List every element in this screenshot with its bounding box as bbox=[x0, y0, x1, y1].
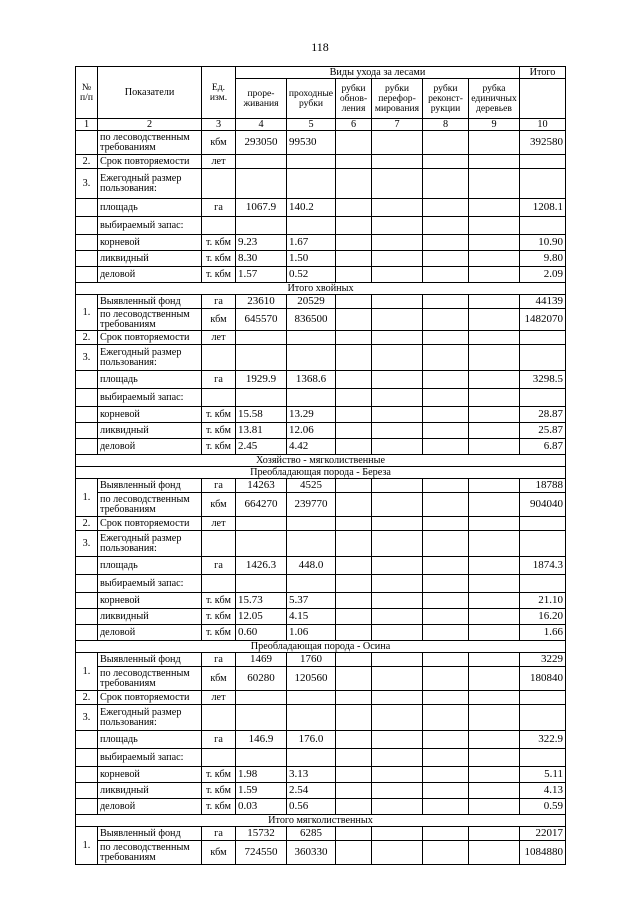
table-row bbox=[76, 423, 566, 439]
row-label: Выявленный фонд bbox=[98, 827, 202, 841]
row-label: корневой bbox=[98, 767, 202, 783]
row-label: корневой bbox=[98, 235, 202, 251]
section-row bbox=[76, 455, 566, 467]
unit-cell: га bbox=[202, 557, 236, 575]
row-label: Срок повторяемости bbox=[98, 155, 202, 169]
col-header-reform: рубки перефор- мирования bbox=[372, 79, 423, 119]
section-row bbox=[76, 283, 566, 295]
value-cell: 1469 bbox=[236, 653, 287, 667]
value-cell: 664270 bbox=[236, 493, 287, 517]
row-label: деловой bbox=[98, 439, 202, 455]
page-number: 118 bbox=[311, 40, 329, 54]
total-cell: 22017 bbox=[520, 827, 566, 841]
value-cell: 14263 bbox=[236, 479, 287, 493]
table-row bbox=[76, 783, 566, 799]
col-number: 6 bbox=[336, 119, 372, 131]
total-cell: 10.90 bbox=[520, 235, 566, 251]
table-row bbox=[76, 389, 566, 407]
table-row bbox=[76, 705, 566, 731]
row-label: выбираемый запас: bbox=[98, 575, 202, 593]
unit-cell: кбм bbox=[202, 667, 236, 691]
col-header-total-empty bbox=[520, 79, 566, 119]
total-cell: 1482070 bbox=[520, 309, 566, 331]
row-label: Ежегодный размер пользования: bbox=[98, 345, 202, 371]
row-label: Выявленный фонд bbox=[98, 479, 202, 493]
unit-cell: т. кбм bbox=[202, 423, 236, 439]
table-row bbox=[76, 371, 566, 389]
col-number-row bbox=[76, 119, 566, 131]
total-cell: 3298.5 bbox=[520, 371, 566, 389]
unit-cell: т. кбм bbox=[202, 267, 236, 283]
total-cell: 9.80 bbox=[520, 251, 566, 267]
col-header-single: рубка единичных деревьев bbox=[469, 79, 520, 119]
table-row bbox=[76, 557, 566, 575]
table-row bbox=[76, 653, 566, 667]
value-cell: 0.52 bbox=[287, 267, 336, 283]
unit-cell: кбм bbox=[202, 131, 236, 155]
unit-cell: кбм bbox=[202, 493, 236, 517]
col-number: 3 bbox=[202, 119, 236, 131]
col-number: 5 bbox=[287, 119, 336, 131]
value-cell: 120560 bbox=[287, 667, 336, 691]
value-cell: 176.0 bbox=[287, 731, 336, 749]
unit-cell: лет bbox=[202, 691, 236, 705]
total-cell: 1084880 bbox=[520, 841, 566, 865]
row-number: 2. bbox=[76, 691, 98, 705]
unit-cell: т. кбм bbox=[202, 251, 236, 267]
total-cell: 1874.3 bbox=[520, 557, 566, 575]
value-cell: 4.15 bbox=[287, 609, 336, 625]
table-row bbox=[76, 731, 566, 749]
table-row bbox=[76, 841, 566, 865]
unit-cell: га bbox=[202, 199, 236, 217]
section-title: Хозяйство - мягколиственные bbox=[76, 455, 566, 467]
unit-cell: т. кбм bbox=[202, 593, 236, 609]
unit-cell: га bbox=[202, 827, 236, 841]
row-number: 1. bbox=[76, 653, 98, 691]
row-label: Выявленный фонд bbox=[98, 295, 202, 309]
value-cell: 9.23 bbox=[236, 235, 287, 251]
unit-cell: т. кбм bbox=[202, 235, 236, 251]
col-number: 7 bbox=[372, 119, 423, 131]
unit-cell: кбм bbox=[202, 309, 236, 331]
value-cell: 1.98 bbox=[236, 767, 287, 783]
value-cell: 12.05 bbox=[236, 609, 287, 625]
col-header-group: Виды ухода за лесами bbox=[236, 67, 520, 79]
section-title: Итого хвойных bbox=[76, 283, 566, 295]
row-number: 3. bbox=[76, 169, 98, 199]
col-header-num: № п/п bbox=[76, 67, 98, 119]
row-number: 3. bbox=[76, 345, 98, 371]
row-label: по лесоводственным требованиям bbox=[98, 841, 202, 865]
unit-cell: т. кбм bbox=[202, 799, 236, 815]
row-number: 3. bbox=[76, 531, 98, 557]
row-label: корневой bbox=[98, 407, 202, 423]
table-row bbox=[76, 235, 566, 251]
value-cell: 99530 bbox=[287, 131, 336, 155]
value-cell: 1.59 bbox=[236, 783, 287, 799]
section-title: Преобладающая порода - Осина bbox=[76, 641, 566, 653]
section-row bbox=[76, 815, 566, 827]
value-cell: 836500 bbox=[287, 309, 336, 331]
table-row bbox=[76, 217, 566, 235]
total-cell: 1208.1 bbox=[520, 199, 566, 217]
value-cell: 15.58 bbox=[236, 407, 287, 423]
unit-cell: кбм bbox=[202, 841, 236, 865]
table-row bbox=[76, 531, 566, 557]
table-row bbox=[76, 609, 566, 625]
value-cell: 239770 bbox=[287, 493, 336, 517]
total-cell: 16.20 bbox=[520, 609, 566, 625]
value-cell: 448.0 bbox=[287, 557, 336, 575]
table-row bbox=[76, 169, 566, 199]
total-cell: 6.87 bbox=[520, 439, 566, 455]
unit-cell: га bbox=[202, 295, 236, 309]
unit-cell: т. кбм bbox=[202, 625, 236, 641]
row-label: корневой bbox=[98, 593, 202, 609]
unit-cell: лет bbox=[202, 517, 236, 531]
value-cell: 724550 bbox=[236, 841, 287, 865]
total-cell: 28.87 bbox=[520, 407, 566, 423]
col-header-renewal: рубки обнов- ления bbox=[336, 79, 372, 119]
row-label: по лесоводственным требованиям bbox=[98, 131, 202, 155]
col-number: 8 bbox=[423, 119, 469, 131]
value-cell: 5.37 bbox=[287, 593, 336, 609]
row-label: ликвидный bbox=[98, 251, 202, 267]
table-row bbox=[76, 407, 566, 423]
table-row bbox=[76, 625, 566, 641]
col-number: 9 bbox=[469, 119, 520, 131]
row-label: деловой bbox=[98, 799, 202, 815]
col-header-total: Итого bbox=[520, 67, 566, 79]
col-number: 4 bbox=[236, 119, 287, 131]
table-row bbox=[76, 439, 566, 455]
value-cell: 645570 bbox=[236, 309, 287, 331]
table-row bbox=[76, 593, 566, 609]
value-cell: 1.50 bbox=[287, 251, 336, 267]
section-row bbox=[76, 467, 566, 479]
col-header-thinning: проре- живания bbox=[236, 79, 287, 119]
value-cell: 1760 bbox=[287, 653, 336, 667]
value-cell: 0.56 bbox=[287, 799, 336, 815]
section-title: Преобладающая порода - Береза bbox=[76, 467, 566, 479]
value-cell: 12.06 bbox=[287, 423, 336, 439]
row-label: выбираемый запас: bbox=[98, 749, 202, 767]
row-label: площадь bbox=[98, 557, 202, 575]
row-label: Срок повторяемости bbox=[98, 331, 202, 345]
unit-cell: га bbox=[202, 479, 236, 493]
col-number: 1 bbox=[76, 119, 98, 131]
total-cell: 322.9 bbox=[520, 731, 566, 749]
table-row bbox=[76, 131, 566, 155]
row-label: Ежегодный размер пользования: bbox=[98, 169, 202, 199]
value-cell: 13.29 bbox=[287, 407, 336, 423]
table-row bbox=[76, 749, 566, 767]
row-number: 1. bbox=[76, 479, 98, 517]
table-row bbox=[76, 309, 566, 331]
row-label: Выявленный фонд bbox=[98, 653, 202, 667]
row-number: 3. bbox=[76, 705, 98, 731]
value-cell: 8.30 bbox=[236, 251, 287, 267]
section-title: Итого мягколиственных bbox=[76, 815, 566, 827]
table-row bbox=[76, 251, 566, 267]
row-label: деловой bbox=[98, 625, 202, 641]
row-number: 1. bbox=[76, 827, 98, 865]
row-label: по лесоводственным требованиям bbox=[98, 667, 202, 691]
row-number: 2. bbox=[76, 331, 98, 345]
row-label: Ежегодный размер пользования: bbox=[98, 705, 202, 731]
row-label: по лесоводственным требованиям bbox=[98, 493, 202, 517]
unit-cell: т. кбм bbox=[202, 767, 236, 783]
value-cell: 1067.9 bbox=[236, 199, 287, 217]
unit-cell: т. кбм bbox=[202, 783, 236, 799]
total-cell: 0.59 bbox=[520, 799, 566, 815]
unit-cell: лет bbox=[202, 155, 236, 169]
row-label: выбираемый запас: bbox=[98, 389, 202, 407]
value-cell: 1.57 bbox=[236, 267, 287, 283]
value-cell: 4.42 bbox=[287, 439, 336, 455]
row-label: выбираемый запас: bbox=[98, 217, 202, 235]
total-cell: 2.09 bbox=[520, 267, 566, 283]
unit-cell: га bbox=[202, 653, 236, 667]
col-number: 2 bbox=[98, 119, 202, 131]
col-header-passage: проходные рубки bbox=[287, 79, 336, 119]
value-cell: 15732 bbox=[236, 827, 287, 841]
value-cell: 13.81 bbox=[236, 423, 287, 439]
table-row bbox=[76, 799, 566, 815]
row-label: ликвидный bbox=[98, 783, 202, 799]
value-cell: 1426.3 bbox=[236, 557, 287, 575]
total-cell: 44139 bbox=[520, 295, 566, 309]
table-row bbox=[76, 691, 566, 705]
table-row bbox=[76, 267, 566, 283]
value-cell: 3.13 bbox=[287, 767, 336, 783]
value-cell: 146.9 bbox=[236, 731, 287, 749]
table-row bbox=[76, 345, 566, 371]
total-cell: 21.10 bbox=[520, 593, 566, 609]
table-row bbox=[76, 295, 566, 309]
row-number: 2. bbox=[76, 155, 98, 169]
table-row bbox=[76, 331, 566, 345]
value-cell: 2.45 bbox=[236, 439, 287, 455]
table-row bbox=[76, 479, 566, 493]
unit-cell: т. кбм bbox=[202, 439, 236, 455]
total-cell: 25.87 bbox=[520, 423, 566, 439]
value-cell: 60280 bbox=[236, 667, 287, 691]
col-header-indicator: Показатели bbox=[98, 67, 202, 119]
unit-cell: т. кбм bbox=[202, 609, 236, 625]
table-row bbox=[76, 517, 566, 531]
row-label: Срок повторяемости bbox=[98, 517, 202, 531]
total-cell: 4.13 bbox=[520, 783, 566, 799]
unit-cell: лет bbox=[202, 331, 236, 345]
total-cell: 3229 bbox=[520, 653, 566, 667]
table-row bbox=[76, 199, 566, 217]
row-label: Ежегодный размер пользования: bbox=[98, 531, 202, 557]
value-cell: 140.2 bbox=[287, 199, 336, 217]
value-cell: 0.03 bbox=[236, 799, 287, 815]
row-number: 2. bbox=[76, 517, 98, 531]
total-cell: 5.11 bbox=[520, 767, 566, 783]
row-label: деловой bbox=[98, 267, 202, 283]
value-cell: 4525 bbox=[287, 479, 336, 493]
col-number: 10 bbox=[520, 119, 566, 131]
unit-cell: га bbox=[202, 371, 236, 389]
value-cell: 1929.9 bbox=[236, 371, 287, 389]
col-header-reconstr: рубки реконст- рукции bbox=[423, 79, 469, 119]
value-cell: 0.60 bbox=[236, 625, 287, 641]
table-row bbox=[76, 667, 566, 691]
row-number: 1. bbox=[76, 295, 98, 331]
value-cell: 15.73 bbox=[236, 593, 287, 609]
value-cell: 293050 bbox=[236, 131, 287, 155]
value-cell: 20529 bbox=[287, 295, 336, 309]
value-cell: 23610 bbox=[236, 295, 287, 309]
value-cell: 1.06 bbox=[287, 625, 336, 641]
row-label: площадь bbox=[98, 731, 202, 749]
table-row bbox=[76, 575, 566, 593]
row-label: ликвидный bbox=[98, 609, 202, 625]
row-label: площадь bbox=[98, 199, 202, 217]
table-row bbox=[76, 155, 566, 169]
row-label: по лесоводственным требованиям bbox=[98, 309, 202, 331]
table-row bbox=[76, 827, 566, 841]
unit-cell: т. кбм bbox=[202, 407, 236, 423]
total-cell: 18788 bbox=[520, 479, 566, 493]
row-label: Срок повторяемости bbox=[98, 691, 202, 705]
value-cell: 2.54 bbox=[287, 783, 336, 799]
value-cell: 1368.6 bbox=[287, 371, 336, 389]
table-row bbox=[76, 493, 566, 517]
forest-care-table bbox=[75, 66, 566, 865]
total-cell: 392580 bbox=[520, 131, 566, 155]
value-cell: 1.67 bbox=[287, 235, 336, 251]
total-cell: 180840 bbox=[520, 667, 566, 691]
total-cell: 1.66 bbox=[520, 625, 566, 641]
row-label: ликвидный bbox=[98, 423, 202, 439]
col-header-unit: Ед. изм. bbox=[202, 67, 236, 119]
table-row bbox=[76, 767, 566, 783]
section-row bbox=[76, 641, 566, 653]
total-cell: 904040 bbox=[520, 493, 566, 517]
value-cell: 360330 bbox=[287, 841, 336, 865]
unit-cell: га bbox=[202, 731, 236, 749]
row-label: площадь bbox=[98, 371, 202, 389]
value-cell: 6285 bbox=[287, 827, 336, 841]
